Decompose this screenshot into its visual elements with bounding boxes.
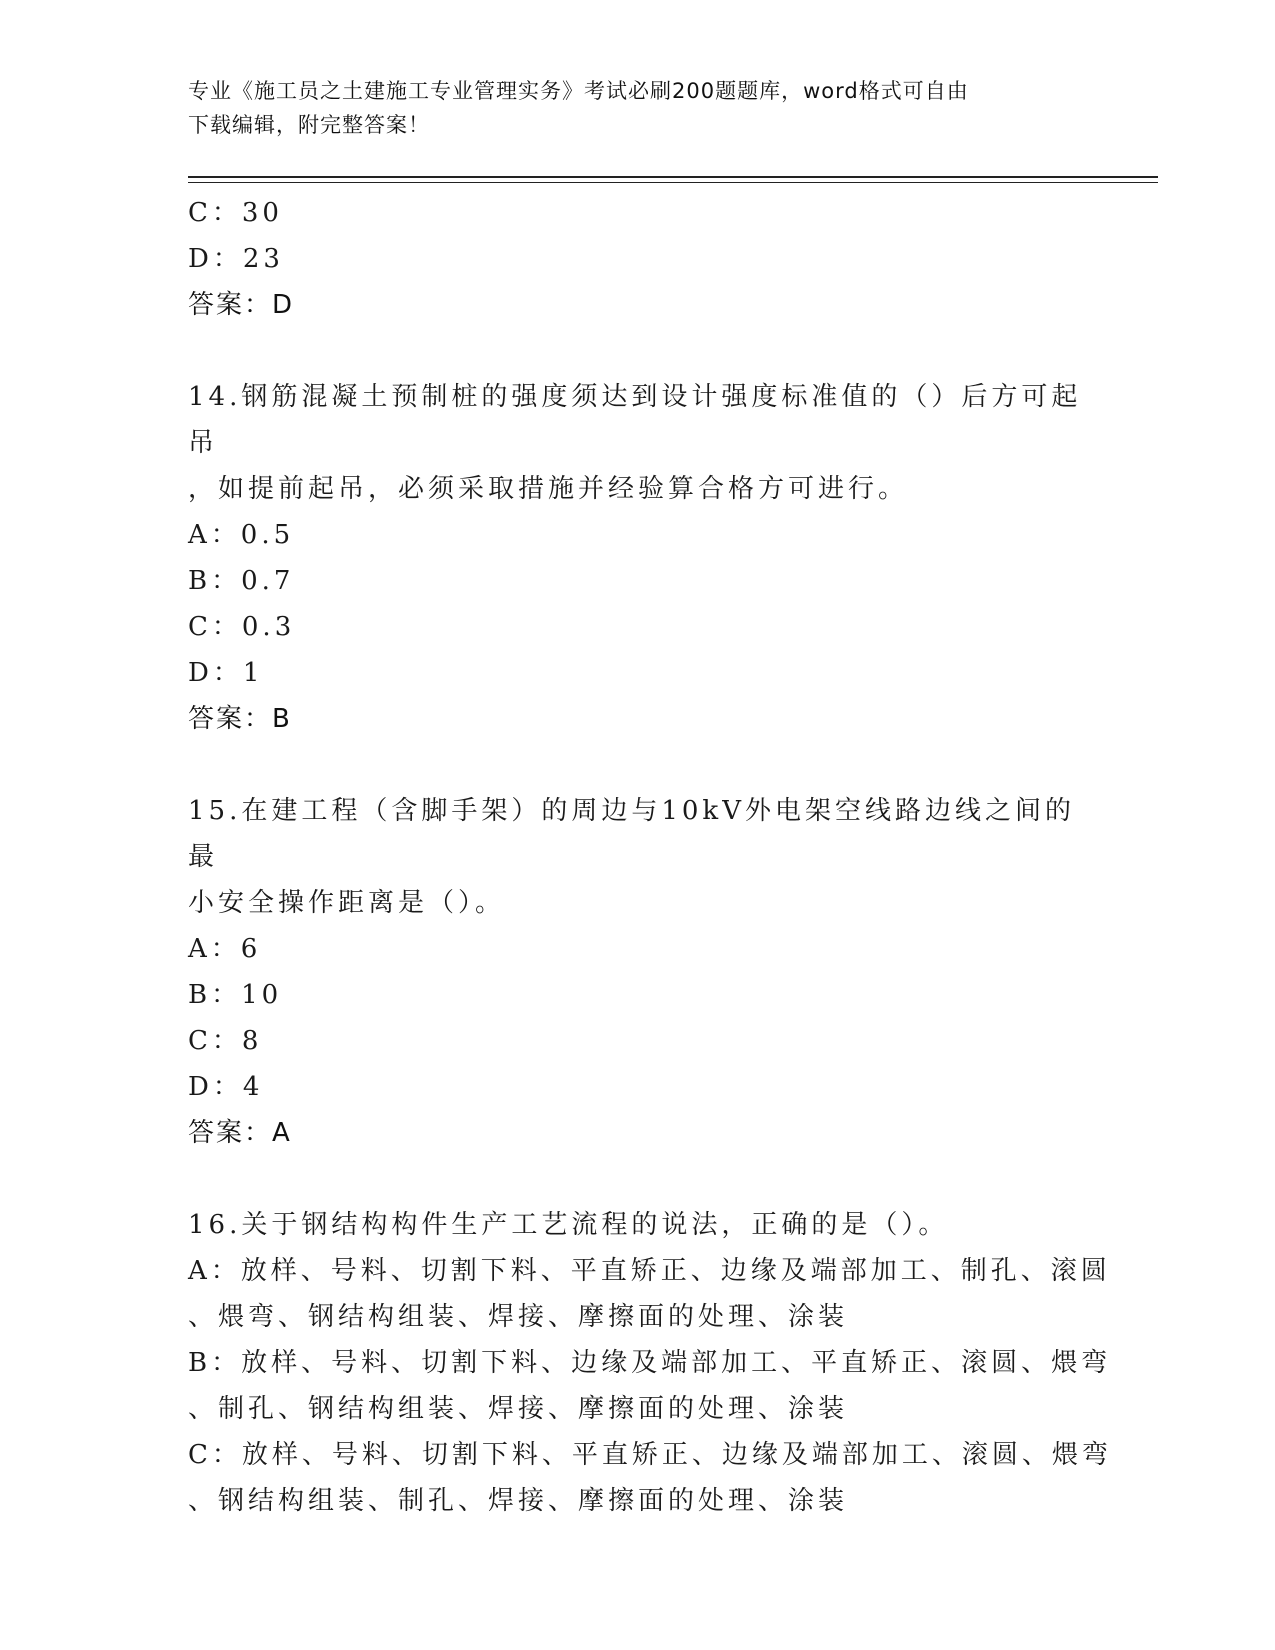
option-c [188,1432,1112,1524]
header-divider-thin [188,182,1158,183]
option-b: B：10 [188,980,283,1010]
header-title-line-2: 下载编辑，附完整答案！ [188,113,430,137]
option-d: D：4 [188,1072,264,1102]
header-divider [188,176,1158,178]
option-line: B：放样、号料、切割下料、边缘及端部加工、平直矫正、滚圆、煨弯 [188,1348,1112,1378]
option-d: D：1 [188,658,264,688]
question-text-line: 16.关于钢结构构件生产工艺流程的说法，正确的是（）。 [188,1210,949,1240]
option-a: A：6 [188,934,262,964]
answer-label: 答案：B [188,704,292,734]
option-line: C：放样、号料、切割下料、平直矫正、边缘及端部加工、滚圆、煨弯 [188,1440,1112,1470]
question-text [188,374,1088,512]
question-text [188,1202,1088,1248]
question-text [188,788,1088,926]
question-text-line: 15.在建工程（含脚手架）的周边与10kV外电架空线路边线之间的最 [188,796,1075,872]
header-title-line-1: 专业《施工员之土建施工专业管理实务》考试必刷200题题库，word格式可自由 [188,79,969,103]
document-body [188,190,1112,1524]
question-text-line: ，如提前起吊，必须采取措施并经验算合格方可进行。 [188,474,909,504]
option-c: C：0.3 [188,612,296,642]
option-line: A：放样、号料、切割下料、平直矫正、边缘及端部加工、制孔、滚圆 [188,1256,1111,1286]
question-text-line: 14.钢筋混凝土预制桩的强度须达到设计强度标准值的（）后方可起吊 [188,382,1082,458]
option-a: A：0.5 [188,520,295,550]
option-b [188,1340,1112,1432]
question-16 [188,1202,1112,1524]
question-13-tail [188,190,1088,328]
answer-label: 答案：A [188,1118,292,1148]
question-15 [188,788,1088,1156]
option-line: 、煨弯、钢结构组装、焊接、摩擦面的处理、涂装 [188,1302,849,1332]
option-d: D：23 [188,244,284,274]
question-14 [188,374,1088,742]
question-text-line: 小安全操作距离是（）。 [188,888,506,918]
answer-label: 答案：D [188,290,295,320]
page-header [188,74,1078,142]
option-c: C：8 [188,1026,263,1056]
option-a [188,1248,1111,1340]
option-line: 、钢结构组装、制孔、焊接、摩擦面的处理、涂装 [188,1486,849,1516]
option-c: C：30 [188,198,283,228]
option-line: 、制孔、钢结构组装、焊接、摩擦面的处理、涂装 [188,1394,849,1424]
option-b: B：0.7 [188,566,295,596]
